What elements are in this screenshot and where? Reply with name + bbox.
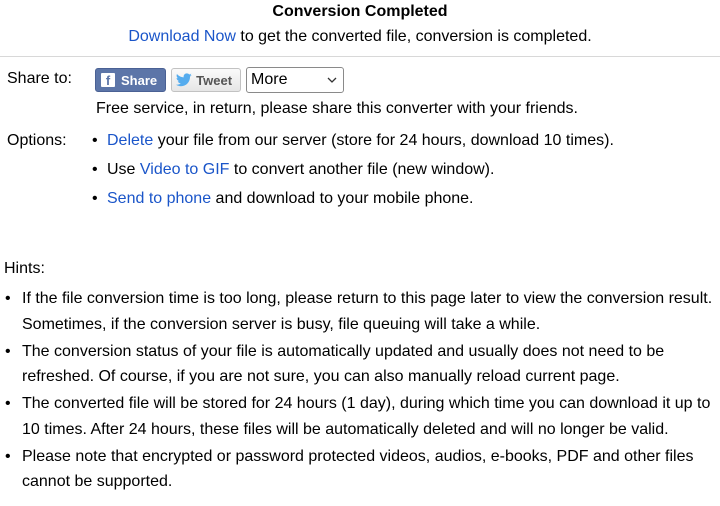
divider [0,56,720,57]
hint-item: • The converted file will be stored for 24 hours (1 day), during which time you can download it up to 10 times. After 24 hours, these files will be automatically deleted and will no longer be valid. [4,391,720,442]
hint-item: • If the file conversion time is too long, please return to this page later to view the conversion result. Sometimes, if the conversion server is busy, file queuing will take a while. [4,286,720,337]
tweet-button[interactable] [171,68,241,92]
twitter-bird-icon [176,73,192,87]
option-text: your file from our server (store for 24 hours, download 10 times). [153,132,614,149]
tweet-label: Tweet [196,72,233,88]
chevron-down-icon [327,76,337,84]
hints-list [4,286,720,496]
hints-label: Hints: [4,260,45,277]
download-now-link[interactable]: Download Now [128,28,236,45]
option-prefix: Use [107,161,140,178]
facebook-share-button[interactable] [95,68,166,92]
option-text: to convert another file (new window). [229,161,495,178]
share-buttons [95,67,344,93]
option-item [92,188,614,217]
send-to-phone-link[interactable]: Send to phone [107,190,212,207]
share-label: Share to: [7,70,72,87]
options-list [92,130,614,217]
page-title: Conversion Completed [272,3,448,20]
option-item [92,159,614,188]
option-text: and download to your mobile phone. [211,190,474,207]
facebook-share-label: Share [121,72,158,88]
hint-item: • The conversion status of your file is automatically updated and usually does not need to be refreshed. Of course, if you are not sure, you can also manually reload current page. [4,339,720,390]
option-item [92,130,614,159]
video-to-gif-link[interactable]: Video to GIF [139,161,230,178]
download-line-text: to get the converted file, conversion is completed. [235,28,592,45]
download-line [0,28,720,46]
facebook-icon: f [101,73,115,87]
more-select-value: More [251,71,288,88]
share-note: Free service, in return, please share this converter with your friends. [96,100,578,117]
delete-link[interactable]: Delete [107,132,154,149]
more-share-select[interactable] [246,67,344,93]
options-label: Options: [7,132,67,149]
hint-item: • Please note that encrypted or password protected videos, audios, e-books, PDF and other files cannot be supported. [4,444,720,495]
